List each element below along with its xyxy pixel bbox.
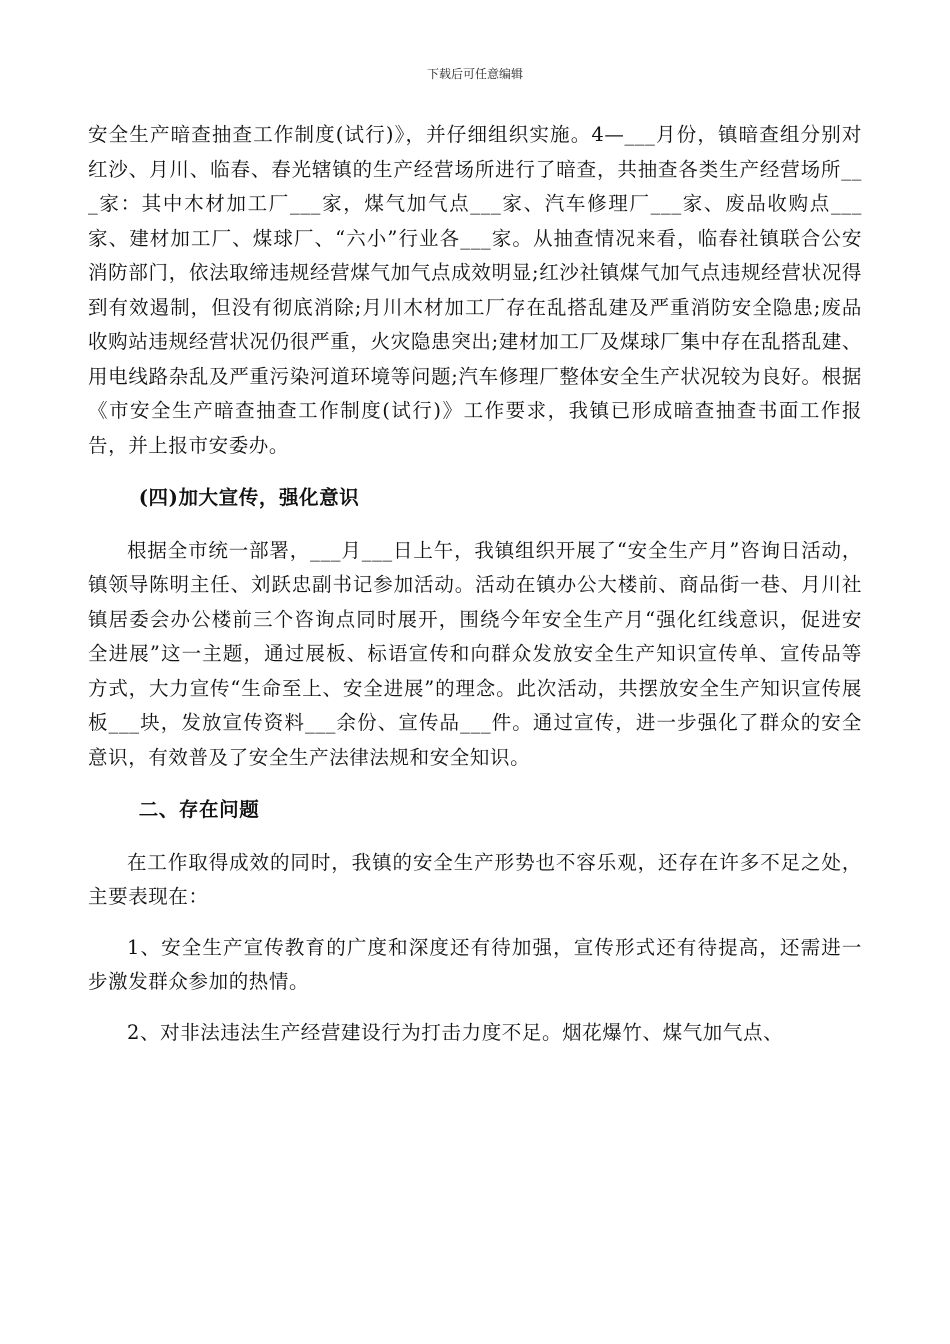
document-body <box>88 118 862 1050</box>
section-heading-problems: 二、存在问题 <box>138 798 260 821</box>
section-heading-publicity: (四)加大宣传，强化意识 <box>138 486 360 509</box>
page-header-note: 下载后可任意编辑 <box>426 67 523 81</box>
paragraph-inspection-results: 安全生产暗查抽查工作制度(试行)》，并仔细组织实施。4—___月份，镇暗查组分别对红沙、月川、临春、春光辖镇的生产经营场所进行了暗查，共抽查各类生产经营场所___家：其中木材加工厂___家，煤气加气点___家、汽车修理厂___家、废品收购点___家、建材加工厂、煤球厂、“六小”行业各___家。从抽查情况来看，临春社镇联合公安消防部门，依法取缔违规经营煤气加气点成效明显;红沙社镇煤气加气点违规经营状况得到有效遏制，但没有彻底消除;月川木材加工厂存在乱搭乱建及严重消防安全隐患;废品收购站违规经营状况仍很严重，火灾隐患突出;建材加工厂及煤球厂集中存在乱搭乱建、用电线路杂乱及严重污染河道环境等问题;汽车修理厂整体安全生产状况较为良好。根据《市安全生产暗查抽查工作制度(试行)》工作要求，我镇已形成暗查抽查书面工作报告，并上报市安委办。 <box>88 123 862 457</box>
paragraph-problems-intro: 在工作取得成效的同时，我镇的安全生产形势也不容乐观，还存在许多不足之处，主要表现在： <box>88 850 862 908</box>
paragraph-problem-2: 2、对非法违法生产经营建设行为打击力度不足。烟花爆竹、煤气加气点、 <box>127 1020 784 1044</box>
paragraph-safety-month: 根据全市统一部署，___月___日上午，我镇组织开展了“安全生产月”咨询日活动，镇领导陈明主任、刘跃忠副书记参加活动。活动在镇办公大楼前、商品街一巷、月川社镇居委会办公楼前三个咨询点同时展开，围绕今年安全生产月“强化红线意识，促进安全进展”这一主题，通过展板、标语宣传和向群众发放安全生产知识宣传单、宣传品等方式，大力宣传“生命至上、安全进展”的理念。此次活动，共摆放安全生产知识宣传展板___块，发放宣传资料___余份、宣传品___件。通过宣传，进一步强化了群众的安全意识，有效普及了安全生产法律法规和安全知识。 <box>88 538 862 769</box>
paragraph-problem-1: 1、安全生产宣传教育的广度和深度还有待加强，宣传形式还有待提高，还需进一步激发群众参加的热情。 <box>88 935 862 993</box>
